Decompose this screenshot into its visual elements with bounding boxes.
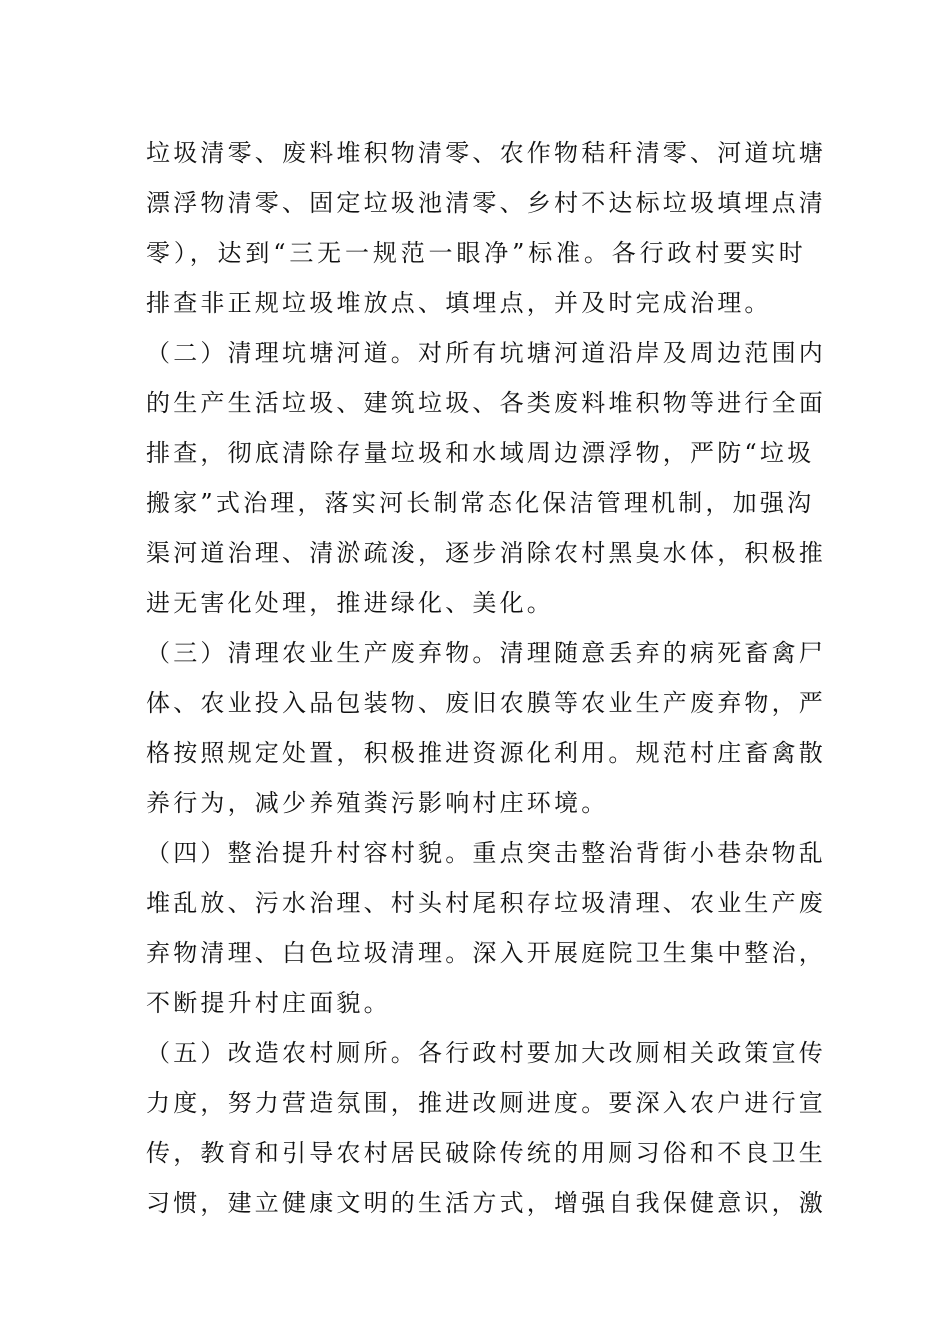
- text-line-17: 弃物清理、白色垃圾清理。深入开展庭院卫生集中整治，: [146, 939, 826, 967]
- text-line-7: 排查，彻底清除存量垃圾和水域周边漂浮物，严防“垃圾: [146, 439, 815, 467]
- section-2-heading-line: （二）清理坑塘河道。对所有坑塘河道沿岸及周边范围内: [146, 339, 826, 367]
- text-line-4: 排查非正规垃圾堆放点、填埋点，并及时完成治理。: [146, 289, 772, 317]
- text-line-3: 零），达到“三无一规范一眼净”标准。各行政村要实时: [146, 239, 806, 267]
- text-line-18: 不断提升村庄面貌。: [146, 989, 391, 1017]
- text-line-1: 垃圾清零、废料堆积物清零、农作物秸秆清零、河道坑塘: [146, 139, 826, 167]
- text-line-2: 漂浮物清零、固定垃圾池清零、乡村不达标垃圾填埋点清: [146, 189, 826, 217]
- text-line-12: 体、农业投入品包装物、废旧农膜等农业生产废弃物，严: [146, 689, 826, 717]
- text-line-9: 渠河道治理、清淤疏浚，逐步消除农村黑臭水体，积极推: [146, 539, 826, 567]
- text-line-6: 的生产生活垃圾、建筑垃圾、各类废料堆积物等进行全面: [146, 389, 826, 417]
- text-line-8: 搬家”式治理，落实河长制常态化保洁管理机制，加强沟: [146, 489, 815, 517]
- text-line-10: 进无害化处理，推进绿化、美化。: [146, 589, 554, 617]
- text-line-14: 养行为，减少养殖粪污影响村庄环境。: [146, 789, 609, 817]
- text-line-22: 习惯，建立健康文明的生活方式，增强自我保健意识，激: [146, 1189, 826, 1217]
- text-line-16: 堆乱放、污水治理、村头村尾积存垃圾清理、农业生产废: [146, 889, 826, 917]
- text-line-13: 格按照规定处置，积极推进资源化利用。规范村庄畜禽散: [146, 739, 826, 767]
- section-4-heading-line: （四）整治提升村容村貌。重点突击整治背街小巷杂物乱: [146, 839, 826, 867]
- section-5-heading-line: （五）改造农村厕所。各行政村要加大改厕相关政策宣传: [146, 1039, 826, 1067]
- text-line-20: 力度，努力营造氛围，推进改厕进度。要深入农户进行宣: [146, 1089, 826, 1117]
- text-line-21: 传，教育和引导农村居民破除传统的用厕习俗和不良卫生: [146, 1139, 826, 1167]
- section-3-heading-line: （三）清理农业生产废弃物。清理随意丢弃的病死畜禽尸: [146, 639, 826, 667]
